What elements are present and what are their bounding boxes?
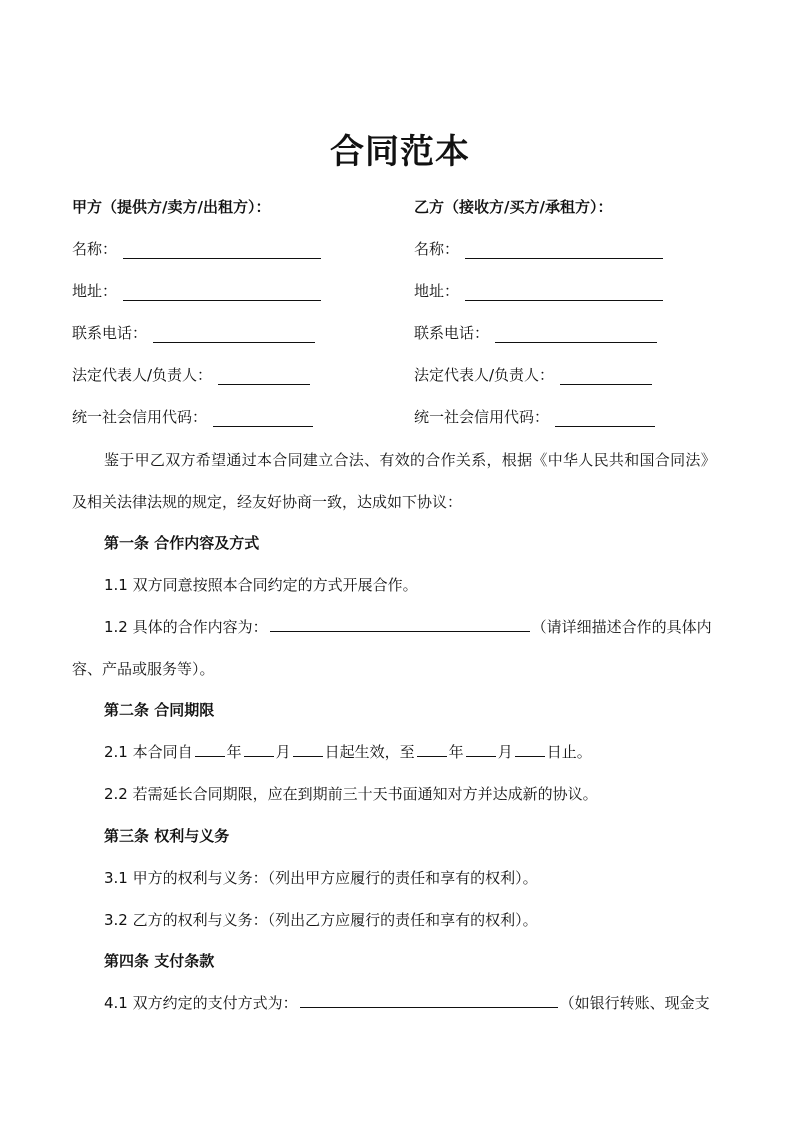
party-a-representative-field xyxy=(72,363,310,385)
party-b-credit-code-field xyxy=(414,405,655,427)
party-a-heading: 甲方（提供方/卖方/出租方）： xyxy=(72,198,271,216)
start-year-blank[interactable] xyxy=(195,741,225,757)
party-a-credit-code-blank[interactable] xyxy=(213,409,313,427)
party-b-credit-code-blank[interactable] xyxy=(555,409,655,427)
clause-2-2: 2.2 若需延长合同期限，应在到期前三十天书面通知对方并达成新的协议。 xyxy=(104,785,598,803)
cooperation-content-blank[interactable] xyxy=(270,616,530,632)
clause-2-1-end: 日止。 xyxy=(546,743,592,761)
party-a-representative-blank[interactable] xyxy=(218,367,310,385)
end-month-blank[interactable] xyxy=(466,741,496,757)
start-year-unit: 年 xyxy=(226,743,242,761)
clause-1-2-prefix: 1.2 具体的合作内容为： xyxy=(104,618,268,636)
preamble-line-1: 鉴于甲乙双方希望通过本合同建立合法、有效的合作关系，根据《中华人民共和国合同法》 xyxy=(104,451,717,469)
preamble-line-2: 及相关法律法规的规定，经友好协商一致，达成如下协议： xyxy=(72,493,463,511)
clause-1-2-suffix: （请详细描述合作的具体内 xyxy=(531,618,712,636)
party-a-credit-code-label: 统一社会信用代码： xyxy=(72,408,208,426)
party-a-phone-label: 联系电话： xyxy=(72,324,148,342)
document-title: 合同范本 xyxy=(330,132,470,172)
end-month-unit: 月 xyxy=(497,743,513,761)
party-a-address-blank[interactable] xyxy=(123,283,321,301)
party-b-representative-label: 法定代表人/负责人： xyxy=(414,366,555,384)
clause-1-1: 1.1 双方同意按照本合同约定的方式开展合作。 xyxy=(104,576,418,594)
clause-3-2: 3.2 乙方的权利与义务：（列出乙方应履行的责任和享有的权利）。 xyxy=(104,911,538,929)
party-b-address-label: 地址： xyxy=(414,282,460,300)
party-b-phone-field xyxy=(414,321,657,343)
clause-2-1 xyxy=(104,741,592,762)
clause-4-1-prefix: 4.1 双方约定的支付方式为： xyxy=(104,994,298,1012)
start-month-blank[interactable] xyxy=(244,741,274,757)
party-b-phone-label: 联系电话： xyxy=(414,324,490,342)
clause-2-1-middle: 日起生效，至 xyxy=(324,743,415,761)
party-b-address-field xyxy=(414,279,663,301)
clause-4-1 xyxy=(104,992,710,1013)
party-a-address-field xyxy=(72,279,321,301)
clause-1-2 xyxy=(104,616,712,637)
party-a-name-label: 名称： xyxy=(72,240,118,258)
article-1-heading: 第一条 合作内容及方式 xyxy=(104,534,260,552)
party-b-phone-blank[interactable] xyxy=(495,325,657,343)
party-a-representative-label: 法定代表人/负责人： xyxy=(72,366,213,384)
article-4-heading: 第四条 支付条款 xyxy=(104,952,215,970)
end-year-unit: 年 xyxy=(448,743,464,761)
party-b-name-field xyxy=(414,237,663,259)
party-b-name-blank[interactable] xyxy=(465,241,663,259)
party-a-phone-field xyxy=(72,321,315,343)
party-b-heading: 乙方（接收方/买方/承租方）： xyxy=(414,198,613,216)
party-a-address-label: 地址： xyxy=(72,282,118,300)
party-a-name-blank[interactable] xyxy=(123,241,321,259)
start-day-blank[interactable] xyxy=(293,741,323,757)
party-a-name-field xyxy=(72,237,321,259)
party-b-representative-field xyxy=(414,363,652,385)
clause-3-1: 3.1 甲方的权利与义务：（列出甲方应履行的责任和享有的权利）。 xyxy=(104,869,538,887)
party-b-representative-blank[interactable] xyxy=(560,367,652,385)
clause-2-1-start: 2.1 本合同自 xyxy=(104,743,193,761)
party-b-name-label: 名称： xyxy=(414,240,460,258)
clause-1-2-continuation: 容、产品或服务等）。 xyxy=(72,660,215,678)
party-b-credit-code-label: 统一社会信用代码： xyxy=(414,408,550,426)
party-b-address-blank[interactable] xyxy=(465,283,663,301)
clause-4-1-suffix: （如银行转账、现金支 xyxy=(559,994,710,1012)
start-month-unit: 月 xyxy=(275,743,291,761)
end-year-blank[interactable] xyxy=(417,741,447,757)
party-a-phone-blank[interactable] xyxy=(153,325,315,343)
party-a-credit-code-field xyxy=(72,405,313,427)
payment-method-blank[interactable] xyxy=(300,992,558,1008)
end-day-blank[interactable] xyxy=(515,741,545,757)
article-3-heading: 第三条 权利与义务 xyxy=(104,827,230,845)
article-2-heading: 第二条 合同期限 xyxy=(104,701,215,719)
